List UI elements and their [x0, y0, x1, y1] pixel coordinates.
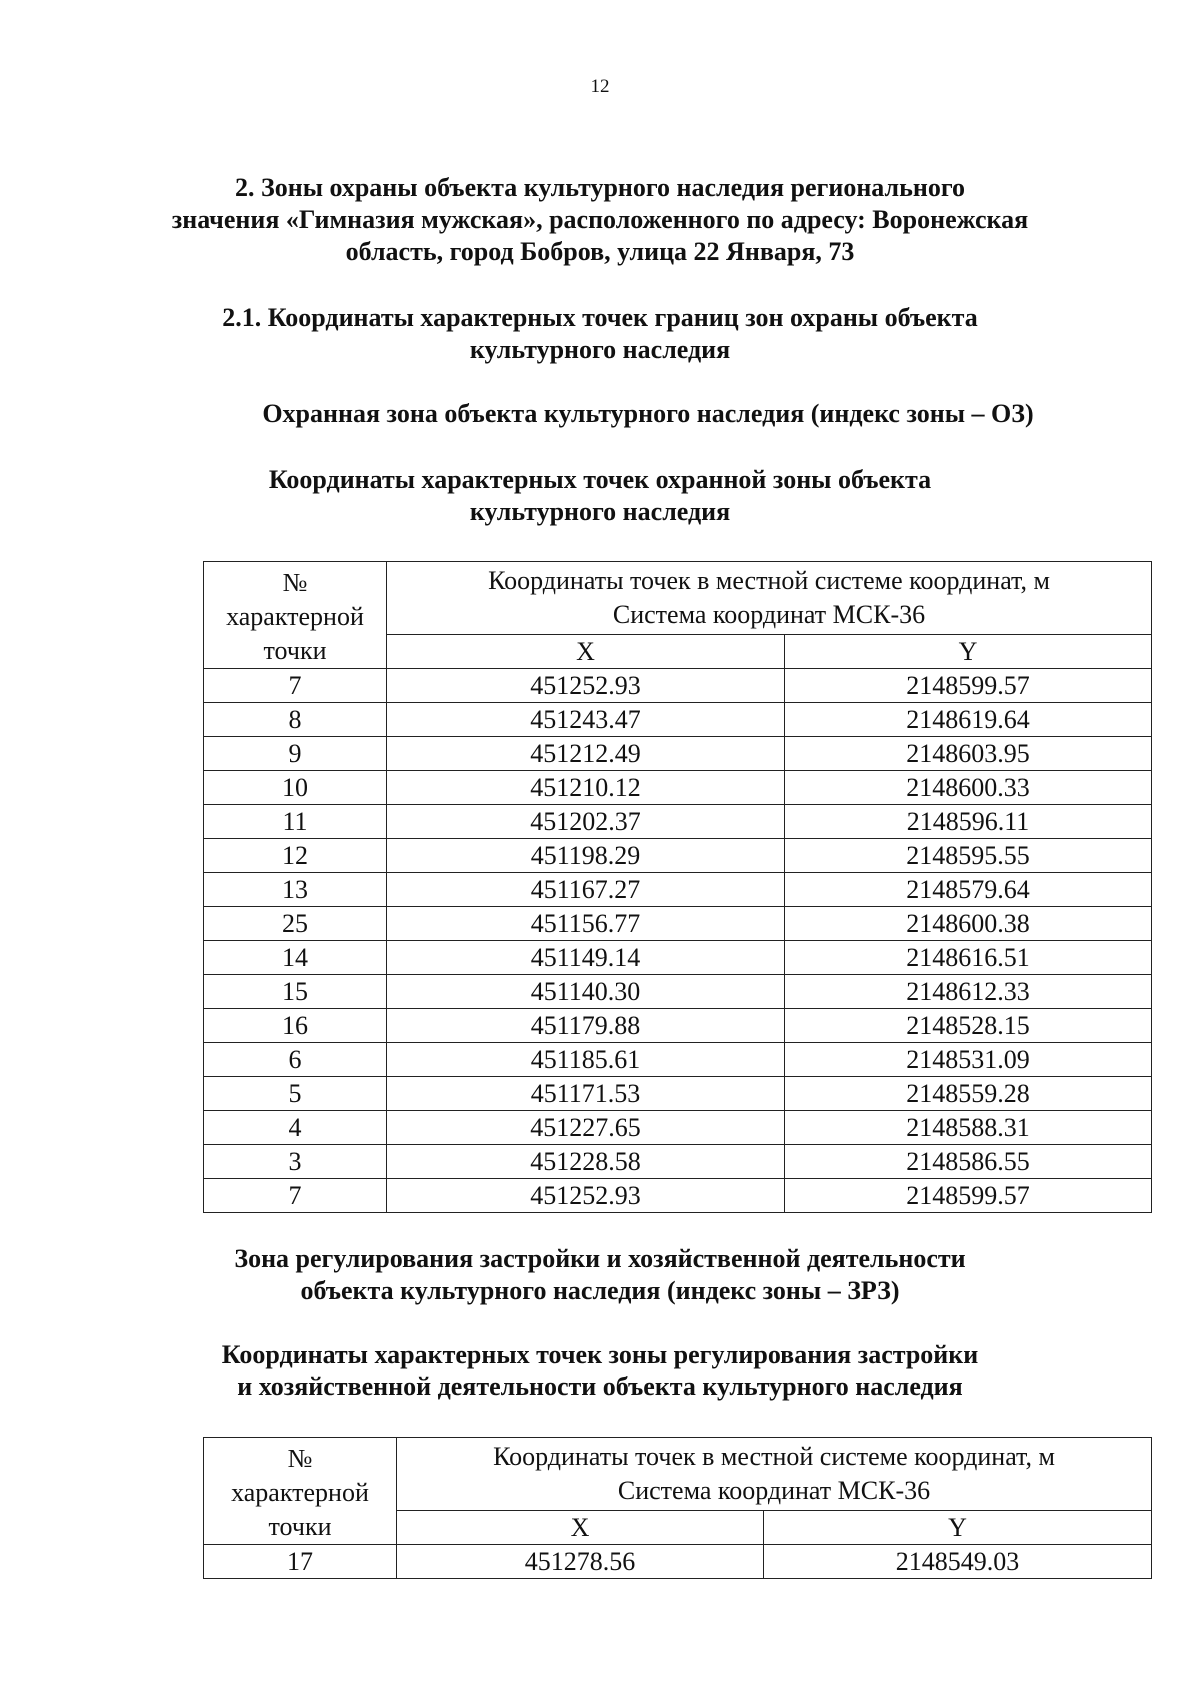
point-number: 5	[204, 1077, 387, 1111]
header-line: точки	[263, 636, 327, 665]
page-number: 12	[590, 76, 610, 97]
section-title-line: 2. Зоны охраны объекта культурного наследия регионального	[234, 173, 966, 202]
header-point-number	[204, 1438, 397, 1545]
table-row	[204, 1111, 1152, 1145]
header-line: №	[287, 1444, 313, 1473]
point-number: 6	[204, 1043, 387, 1077]
header-line: №	[282, 568, 308, 597]
y-value: 2148600.33	[785, 771, 1152, 805]
table-row	[204, 805, 1152, 839]
x-value: 451179.88	[387, 1009, 785, 1043]
table-row	[204, 669, 1152, 703]
table-row	[204, 703, 1152, 737]
y-value: 2148588.31	[785, 1111, 1152, 1145]
y-value: 2148616.51	[785, 941, 1152, 975]
table-row	[204, 1077, 1152, 1111]
y-value: 2148603.95	[785, 737, 1152, 771]
header-line: Система координат МСК-36	[617, 1476, 931, 1505]
table-row	[204, 1009, 1152, 1043]
table-row	[204, 941, 1152, 975]
y-value: 2148595.55	[785, 839, 1152, 873]
table-row	[204, 1179, 1152, 1213]
zone2-table-title-line: и хозяйственной деятельности объекта культурного наследия	[237, 1372, 963, 1401]
zone1-table-title	[0, 464, 1200, 528]
zone2-table-title-line: Координаты характерных точек зоны регулирования застройки	[221, 1340, 979, 1369]
x-value: 451278.56	[397, 1545, 764, 1579]
zone1-table-title-line: культурного наследия	[469, 497, 731, 526]
point-number: 15	[204, 975, 387, 1009]
y-value: 2148599.57	[785, 1179, 1152, 1213]
y-value: 2148528.15	[785, 1009, 1152, 1043]
x-value: 451198.29	[387, 839, 785, 873]
section-title-line: область, город Бобров, улица 22 Января, 73	[345, 237, 855, 266]
point-number: 7	[204, 669, 387, 703]
point-number: 8	[204, 703, 387, 737]
zone2-title	[0, 1243, 1200, 1307]
point-number: 12	[204, 839, 387, 873]
point-number: 14	[204, 941, 387, 975]
table-row	[204, 839, 1152, 873]
table-row	[204, 737, 1152, 771]
x-value: 451252.93	[387, 1179, 785, 1213]
x-value: 451212.49	[387, 737, 785, 771]
x-value: 451210.12	[387, 771, 785, 805]
y-value: 2148612.33	[785, 975, 1152, 1009]
header-y: Y	[785, 635, 1152, 669]
point-number: 16	[204, 1009, 387, 1043]
zone2-table-title	[0, 1339, 1200, 1403]
subsection-title	[0, 302, 1200, 366]
y-value: 2148549.03	[764, 1545, 1152, 1579]
y-value: 2148531.09	[785, 1043, 1152, 1077]
header-line: характерной	[231, 1478, 369, 1507]
header-coordinate-system	[397, 1438, 1152, 1511]
header-line: характерной	[226, 602, 364, 631]
header-line: точки	[268, 1512, 332, 1541]
point-number: 25	[204, 907, 387, 941]
zone1-title: Охранная зона объекта культурного наследия (индекс зоны – ОЗ)	[262, 399, 1034, 428]
zone1-table-title-line: Координаты характерных точек охранной зоны объекта	[268, 465, 932, 494]
header-y: Y	[764, 1511, 1152, 1545]
table-row	[204, 771, 1152, 805]
y-value: 2148586.55	[785, 1145, 1152, 1179]
point-number: 10	[204, 771, 387, 805]
table-row	[204, 1043, 1152, 1077]
table-row	[204, 907, 1152, 941]
section-title	[0, 172, 1200, 268]
x-value: 451228.58	[387, 1145, 785, 1179]
table-row	[204, 1545, 1152, 1579]
header-point-number	[204, 562, 387, 669]
header-x: X	[397, 1511, 764, 1545]
header-x: X	[387, 635, 785, 669]
x-value: 451185.61	[387, 1043, 785, 1077]
zone2-title-line: Зона регулирования застройки и хозяйственной деятельности	[234, 1244, 966, 1273]
header-line: Координаты точек в местной системе координат, м	[488, 566, 1050, 595]
header-line: Система координат МСК-36	[612, 600, 926, 629]
subsection-title-line: культурного наследия	[469, 335, 731, 364]
header-coordinate-system	[387, 562, 1152, 635]
y-value: 2148600.38	[785, 907, 1152, 941]
point-number: 13	[204, 873, 387, 907]
y-value: 2148596.11	[785, 805, 1152, 839]
zone2-coordinates-table	[203, 1437, 1152, 1579]
table-row	[204, 975, 1152, 1009]
point-number: 11	[204, 805, 387, 839]
x-value: 451149.14	[387, 941, 785, 975]
zone1-coordinates-table	[203, 561, 1152, 1213]
table-row	[204, 1145, 1152, 1179]
x-value: 451202.37	[387, 805, 785, 839]
x-value: 451167.27	[387, 873, 785, 907]
x-value: 451252.93	[387, 669, 785, 703]
y-value: 2148559.28	[785, 1077, 1152, 1111]
x-value: 451227.65	[387, 1111, 785, 1145]
point-number: 7	[204, 1179, 387, 1213]
table-row	[204, 873, 1152, 907]
point-number: 4	[204, 1111, 387, 1145]
x-value: 451171.53	[387, 1077, 785, 1111]
point-number: 9	[204, 737, 387, 771]
section-title-line: значения «Гимназия мужская», расположенного по адресу: Воронежская	[171, 205, 1029, 234]
zone2-title-line: объекта культурного наследия (индекс зоны – ЗРЗ)	[300, 1276, 900, 1305]
x-value: 451243.47	[387, 703, 785, 737]
y-value: 2148619.64	[785, 703, 1152, 737]
point-number: 17	[204, 1545, 397, 1579]
subsection-title-line: 2.1. Координаты характерных точек границ зон охраны объекта	[222, 303, 978, 332]
x-value: 451140.30	[387, 975, 785, 1009]
y-value: 2148599.57	[785, 669, 1152, 703]
x-value: 451156.77	[387, 907, 785, 941]
y-value: 2148579.64	[785, 873, 1152, 907]
header-line: Координаты точек в местной системе координат, м	[493, 1442, 1055, 1471]
point-number: 3	[204, 1145, 387, 1179]
